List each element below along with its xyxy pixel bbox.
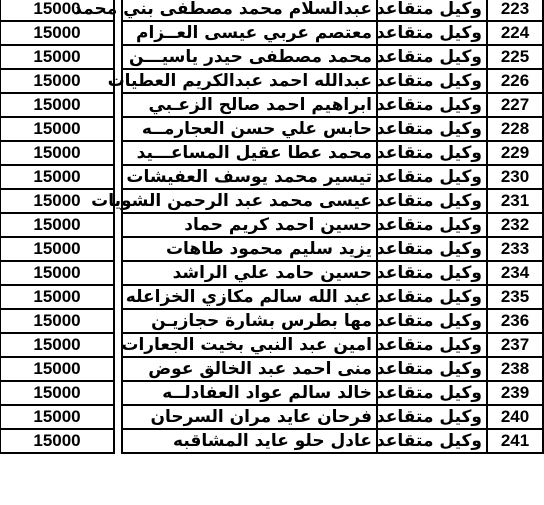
column-gap: [114, 429, 122, 453]
amount-cell: 15000: [1, 141, 115, 165]
table-row: [1, 381, 544, 405]
number-cell: 230: [487, 165, 543, 189]
name-cell: مها بطرس بشارة حجازيـن: [122, 309, 377, 333]
amount-cell: 15000: [1, 333, 115, 357]
table-row: [1, 285, 544, 309]
number-cell: 239: [487, 381, 543, 405]
amount-cell: 15000: [1, 381, 115, 405]
name-cell: امين عبد النبي بخيت الجعارات: [122, 333, 377, 357]
title-cell: وكيل متقاعد: [377, 117, 487, 141]
number-cell: 233: [487, 237, 543, 261]
roster-body: [1, 0, 544, 453]
amount-cell: 15000: [1, 285, 115, 309]
column-gap: [114, 285, 122, 309]
column-gap: [114, 117, 122, 141]
amount-cell: 15000: [1, 189, 115, 213]
column-gap: [114, 405, 122, 429]
column-gap: [114, 213, 122, 237]
table-row: [1, 429, 544, 453]
column-gap: [114, 381, 122, 405]
name-cell: يزيد سليم محمود طاهات: [122, 237, 377, 261]
table-row: [1, 93, 544, 117]
column-gap: [114, 45, 122, 69]
number-cell: 223: [487, 0, 543, 21]
title-cell: وكيل متقاعد: [377, 405, 487, 429]
title-cell: وكيل متقاعد: [377, 165, 487, 189]
name-cell: عيسى محمد عبد الرحمن الشويات: [122, 189, 377, 213]
name-cell: منى احمد عبد الخالق عوض: [122, 357, 377, 381]
name-cell: تيسير محمد يوسف العفيشات: [122, 165, 377, 189]
amount-cell: 15000: [1, 357, 115, 381]
amount-cell: 15000: [1, 165, 115, 189]
title-cell: وكيل متقاعد: [377, 213, 487, 237]
number-cell: 225: [487, 45, 543, 69]
name-cell: عبدالسلام محمد مصطفى بني محمد: [122, 0, 377, 21]
column-gap: [114, 261, 122, 285]
name-cell: حابس علي حسن العجارمــه: [122, 117, 377, 141]
column-gap: [114, 21, 122, 45]
number-cell: 228: [487, 117, 543, 141]
table-row: [1, 309, 544, 333]
name-cell: محمد عطا عقيل المساعـــيد: [122, 141, 377, 165]
number-cell: 234: [487, 261, 543, 285]
number-cell: 240: [487, 405, 543, 429]
name-cell: معتصم عربي عيسى العــزام: [122, 21, 377, 45]
name-cell: حسين احمد كريم حماد: [122, 213, 377, 237]
title-cell: وكيل متقاعد: [377, 237, 487, 261]
table-row: [1, 45, 544, 69]
amount-cell: 15000: [1, 405, 115, 429]
number-cell: 224: [487, 21, 543, 45]
table-row: [1, 333, 544, 357]
name-cell: عبدالله احمد عبدالكريم العطيات: [122, 69, 377, 93]
table-row: [1, 405, 544, 429]
title-cell: وكيل متقاعد: [377, 429, 487, 453]
table-row: [1, 141, 544, 165]
table-row: [1, 21, 544, 45]
table-row: [1, 237, 544, 261]
table-row: [1, 165, 544, 189]
amount-cell: 15000: [1, 21, 115, 45]
amount-cell: 15000: [1, 429, 115, 453]
column-gap: [114, 93, 122, 117]
column-gap: [114, 165, 122, 189]
column-gap: [114, 141, 122, 165]
amount-cell: 15000: [1, 261, 115, 285]
number-cell: 241: [487, 429, 543, 453]
title-cell: وكيل متقاعد: [377, 141, 487, 165]
number-cell: 232: [487, 213, 543, 237]
name-cell: محمد مصطفى حيدر ياسيـــن: [122, 45, 377, 69]
title-cell: وكيل متقاعد: [377, 381, 487, 405]
table-row: [1, 357, 544, 381]
title-cell: وكيل متقاعد: [377, 69, 487, 93]
name-cell: خالد سالم عواد العفادلــه: [122, 381, 377, 405]
name-cell: فرحان عايد مران السرحان: [122, 405, 377, 429]
table-row: [1, 189, 544, 213]
title-cell: وكيل متقاعد: [377, 45, 487, 69]
amount-cell: 15000: [1, 309, 115, 333]
amount-cell: 15000: [1, 213, 115, 237]
number-cell: 226: [487, 69, 543, 93]
amount-cell: 15000: [1, 237, 115, 261]
number-cell: 238: [487, 357, 543, 381]
amount-cell: 15000: [1, 69, 115, 93]
number-cell: 227: [487, 93, 543, 117]
amount-cell: 15000: [1, 0, 115, 21]
amount-cell: 15000: [1, 93, 115, 117]
number-cell: 235: [487, 285, 543, 309]
name-cell: عادل حلو عايد المشاقبه: [122, 429, 377, 453]
title-cell: وكيل متقاعد: [377, 285, 487, 309]
number-cell: 229: [487, 141, 543, 165]
column-gap: [114, 237, 122, 261]
title-cell: وكيل متقاعد: [377, 93, 487, 117]
number-cell: 236: [487, 309, 543, 333]
column-gap: [114, 357, 122, 381]
amount-cell: 15000: [1, 117, 115, 141]
column-gap: [114, 309, 122, 333]
title-cell: وكيل متقاعد: [377, 309, 487, 333]
title-cell: وكيل متقاعد: [377, 189, 487, 213]
title-cell: وكيل متقاعد: [377, 261, 487, 285]
table-row: [1, 261, 544, 285]
title-cell: وكيل متقاعد: [377, 21, 487, 45]
title-cell: وكيل متقاعد: [377, 333, 487, 357]
number-cell: 231: [487, 189, 543, 213]
title-cell: وكيل متقاعد: [377, 0, 487, 21]
table-row: [1, 69, 544, 93]
name-cell: ابراهيم احمد صالح الزعـبي: [122, 93, 377, 117]
number-cell: 237: [487, 333, 543, 357]
table-row: [1, 117, 544, 141]
name-cell: عبد الله سالم مكازي الخزاعله: [122, 285, 377, 309]
table-row: [1, 213, 544, 237]
name-cell: حسين حامد علي الراشد: [122, 261, 377, 285]
amount-cell: 15000: [1, 45, 115, 69]
table-row: [1, 0, 544, 21]
title-cell: وكيل متقاعد: [377, 357, 487, 381]
